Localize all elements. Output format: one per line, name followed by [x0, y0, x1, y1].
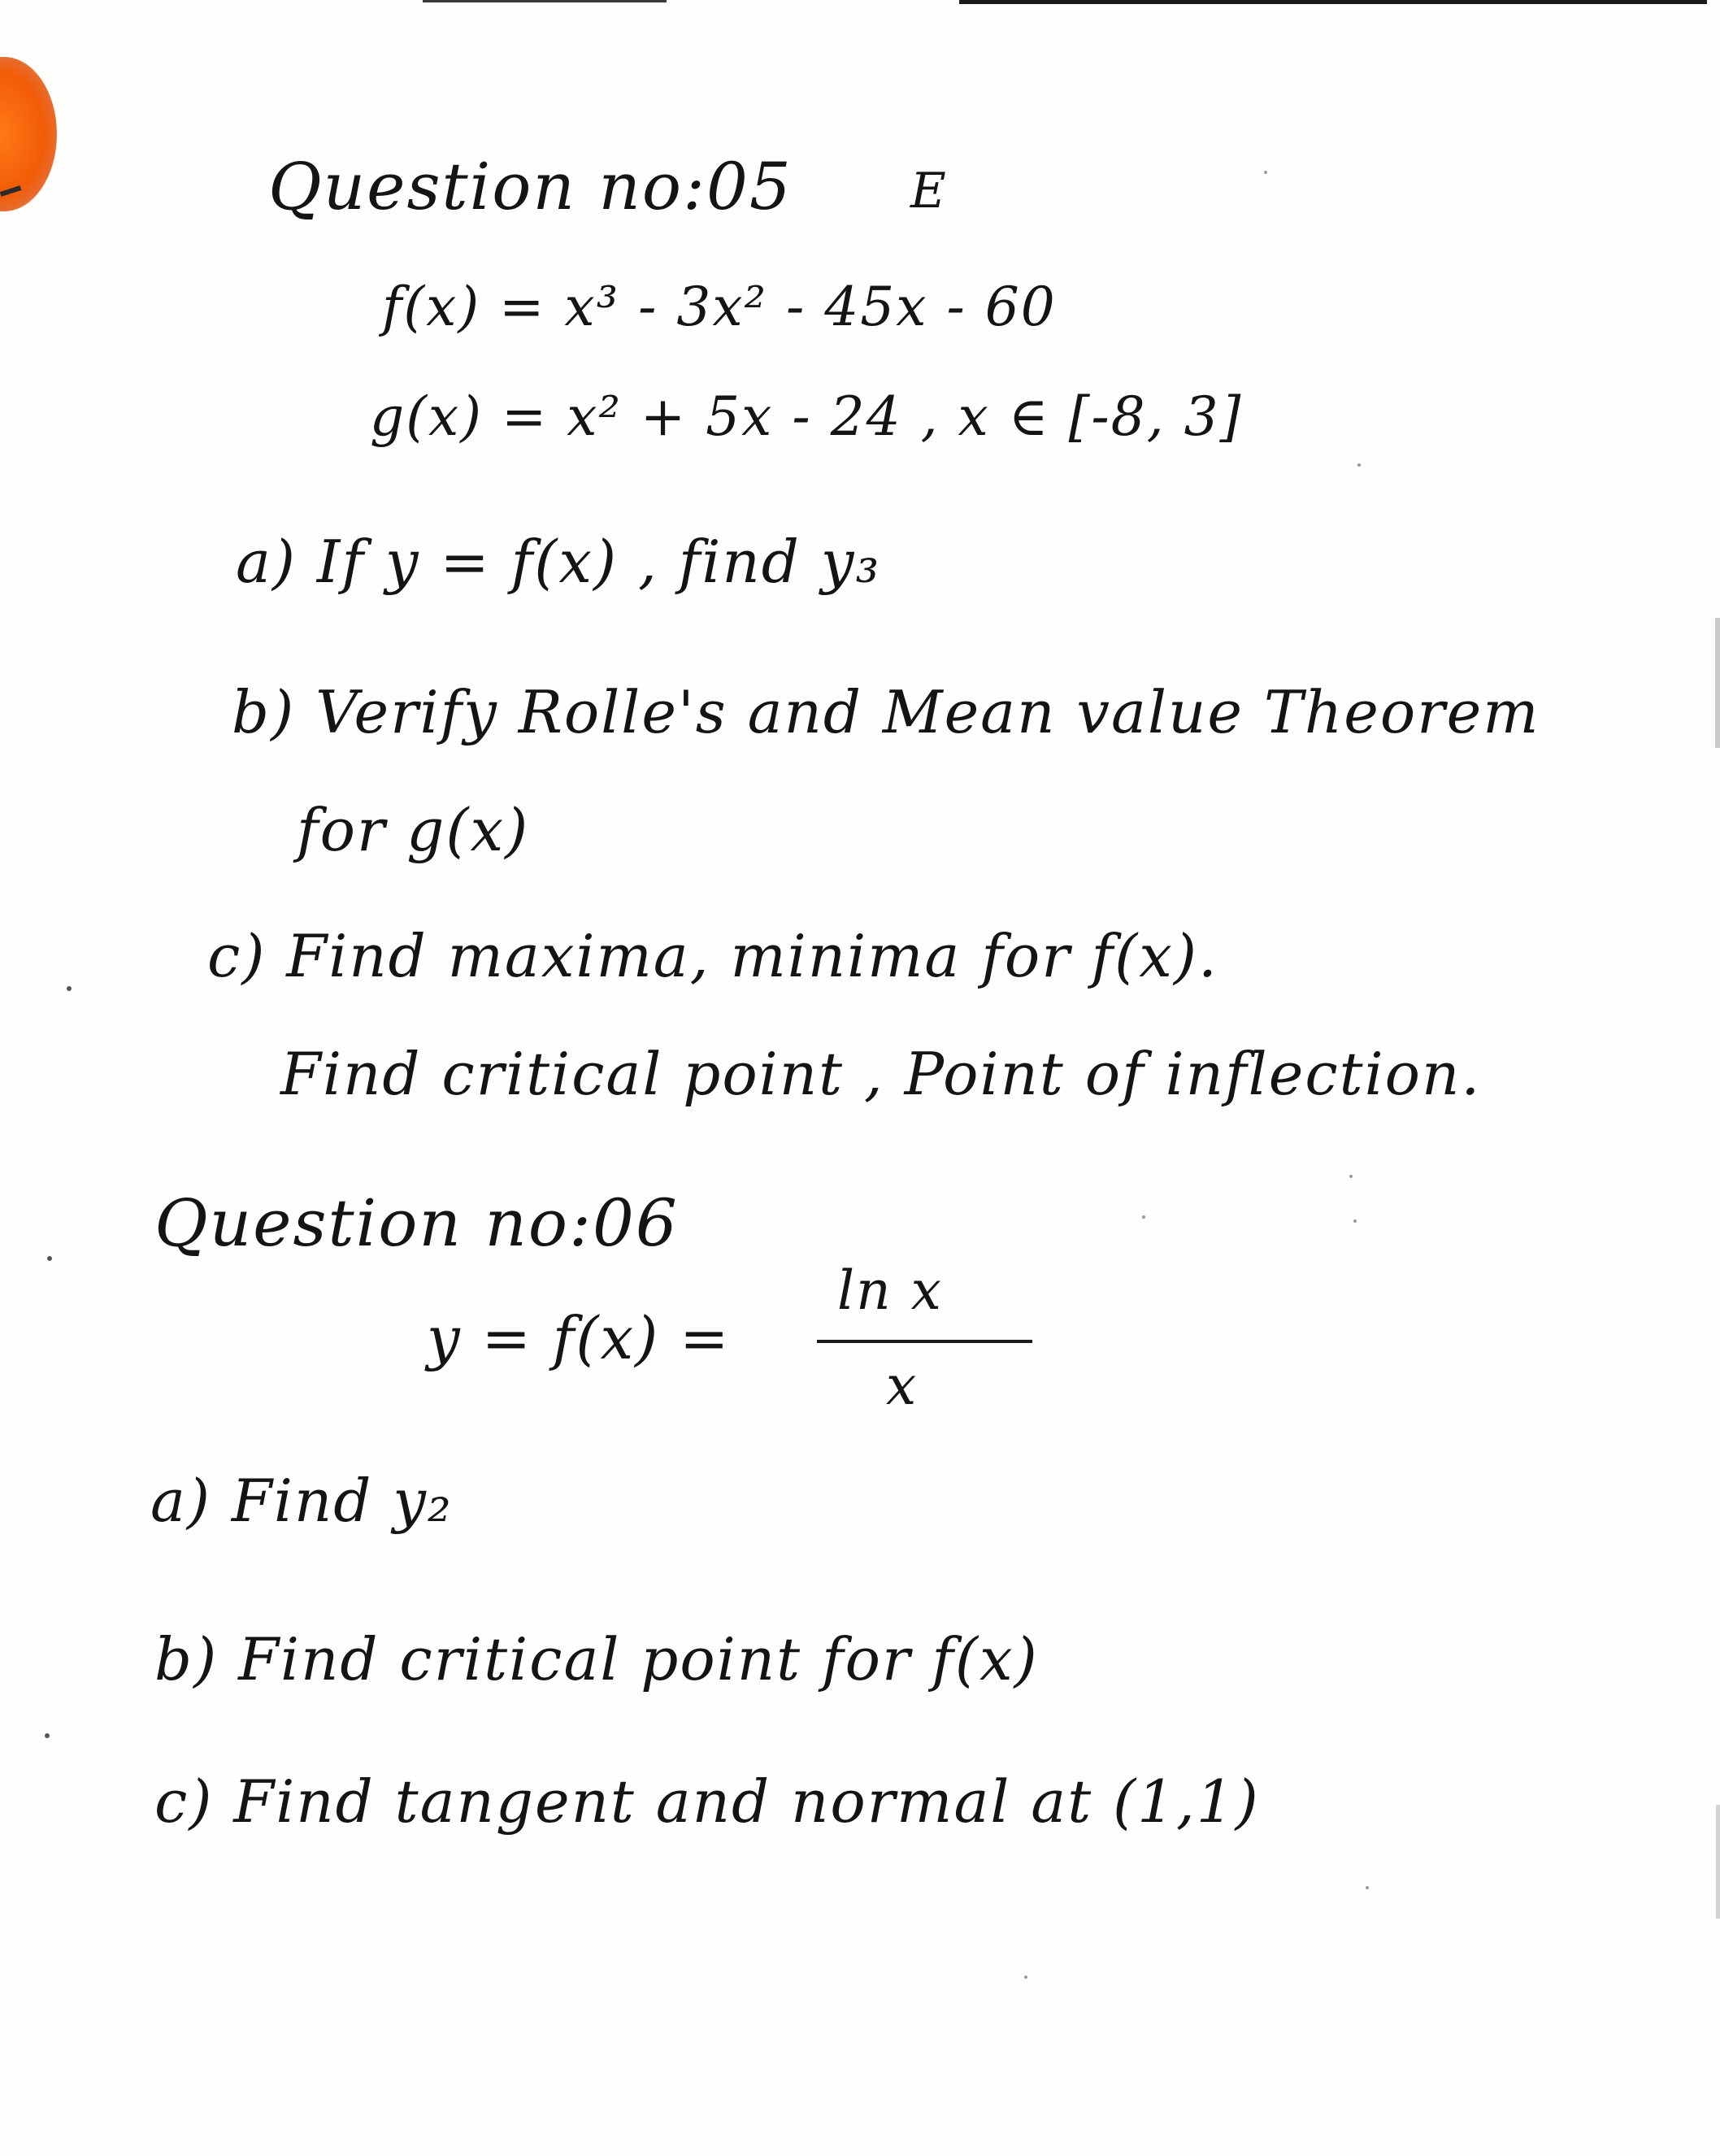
paper-speck	[1264, 171, 1267, 174]
fraction-numerator: ln x	[837, 1259, 943, 1322]
top-edge-line	[423, 0, 667, 2]
question-6-title: Question no:06	[154, 1185, 679, 1261]
question-5-margin-mark: E	[910, 163, 948, 220]
top-edge-line-right	[959, 0, 1707, 4]
paper-speck	[1357, 463, 1361, 467]
paper-speck	[1353, 1219, 1357, 1223]
q5-part-a: a) If y = f(x) , find y₃	[236, 528, 881, 596]
q5-part-c-line2: Find critical point , Point of inflection.	[280, 1040, 1482, 1108]
equation-y-lhs: y = f(x) =	[427, 1304, 731, 1372]
right-paper-edge-lower	[1716, 1805, 1720, 1919]
q6-part-a: a) Find y₂	[150, 1467, 453, 1535]
paper-speck	[1024, 1976, 1027, 1979]
fraction-bar	[817, 1340, 1032, 1343]
paper-speck	[47, 1256, 52, 1261]
paper-speck	[1366, 1886, 1369, 1889]
question-5-title: Question no:05	[268, 149, 793, 224]
equation-g: g(x) = x² + 5x - 24 , x ∈ [-8, 3]	[370, 385, 1243, 448]
q5-part-b-line2: for g(x)	[297, 796, 530, 864]
paper-speck	[1349, 1175, 1353, 1178]
q6-part-b: b) Find critical point for f(x)	[154, 1625, 1039, 1693]
paper-speck	[1142, 1215, 1145, 1219]
paper-speck	[45, 1733, 50, 1738]
paper-speck	[67, 986, 72, 991]
q6-part-c: c) Find tangent and normal at (1,1)	[154, 1767, 1260, 1836]
q5-part-c-line1: c) Find maxima, minima for f(x).	[207, 922, 1218, 990]
equation-f: f(x) = x³ - 3x² - 45x - 60	[382, 276, 1057, 338]
right-paper-edge	[1715, 618, 1720, 748]
fraction-denominator: x	[886, 1354, 919, 1417]
q5-part-b-line1: b) Verify Rolle's and Mean value Theorem	[232, 678, 1540, 746]
